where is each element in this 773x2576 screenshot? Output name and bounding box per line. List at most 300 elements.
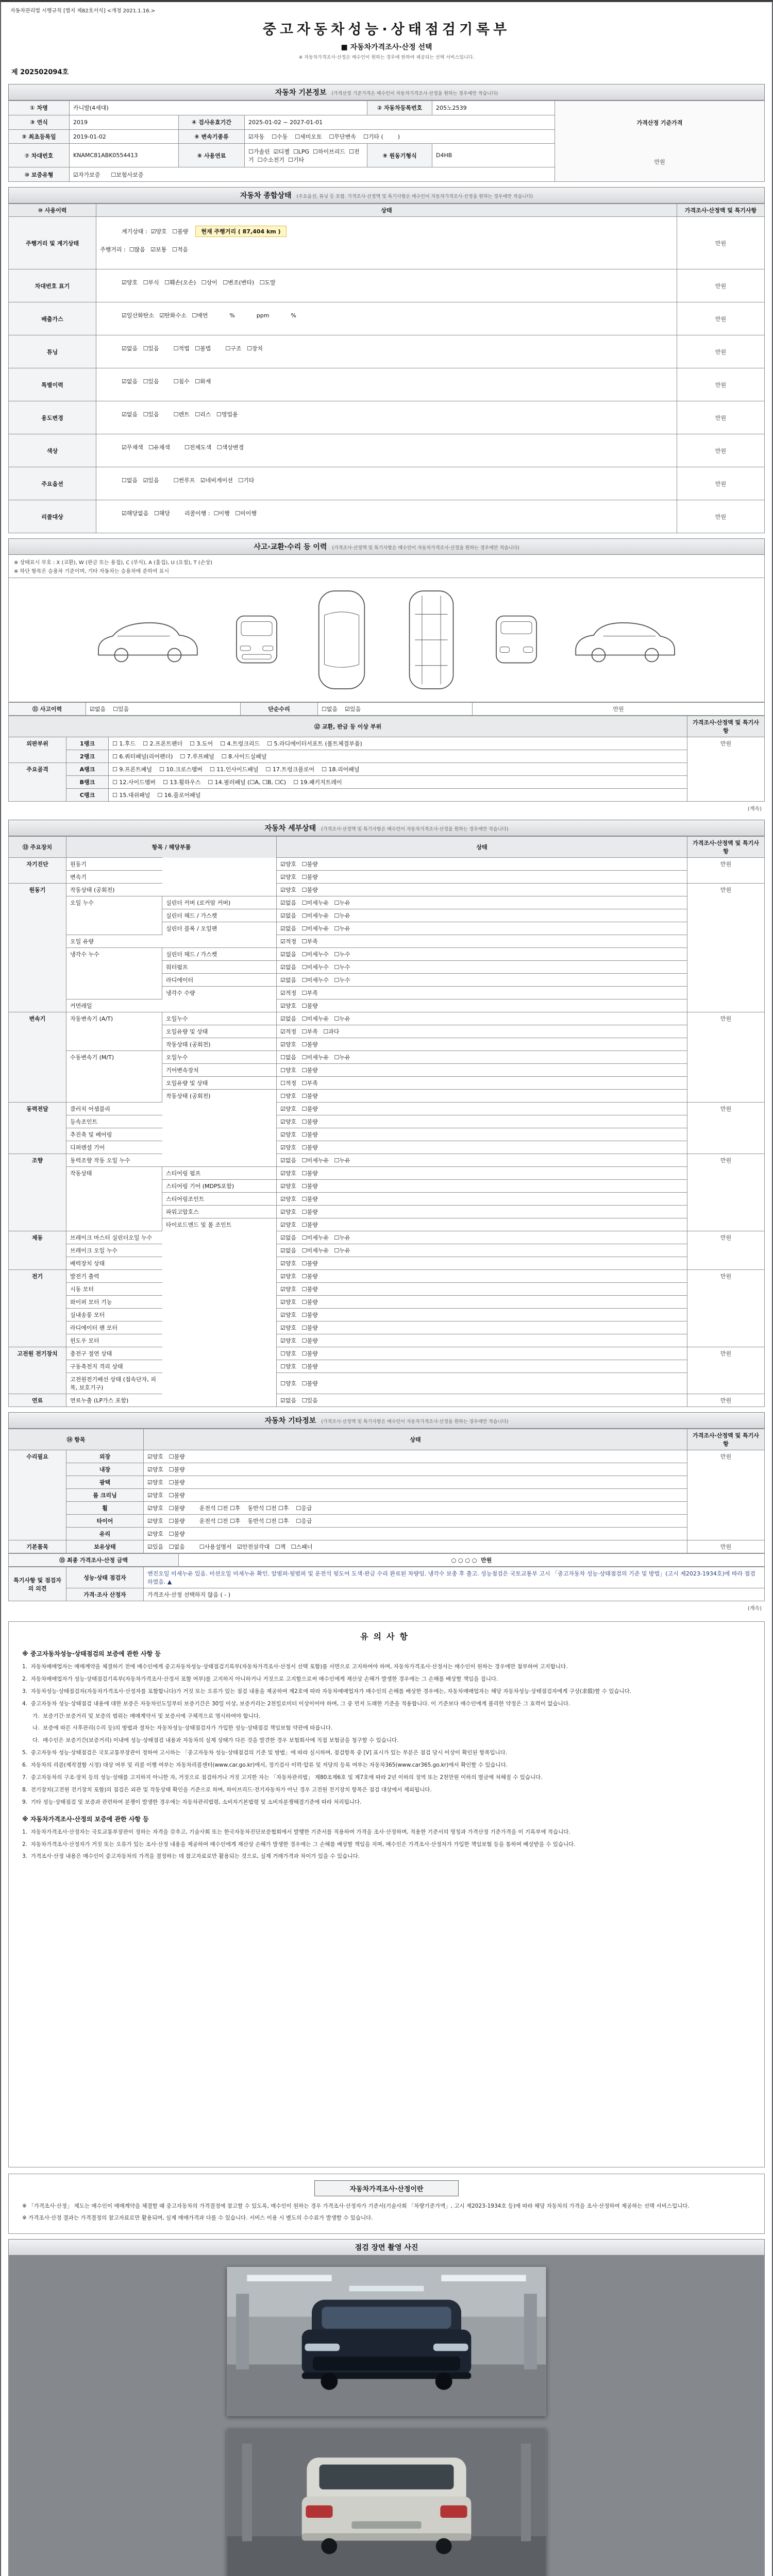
detail-row [9,1025,765,1038]
inspector-opinion-table [8,1567,765,1601]
item-label: 구동축전지 격리 상태 [66,1360,162,1373]
status-checkboxes: ☑없음 ☐있음 [277,1394,687,1407]
price-cell: 만원 [687,1540,765,1553]
notice-item: 3. 가격조사·산정 내용은 매수인이 중고자동차의 가격을 결정하는 데 참고자료로만 활용되는 것으로, 실제 거래가격과 차이가 있을 수 있습니다. [22,1853,360,1860]
device-group-label [9,1321,66,1334]
detail-row [9,1064,765,1077]
item-label [66,1193,162,1206]
price-cell [687,1515,765,1528]
price-cell: 만원 [687,1103,765,1115]
item-label [66,1077,162,1090]
final-price-label: ⑮ 최종 가격조사·산정 금액 [9,1554,179,1567]
notice-items [22,1662,751,1807]
status-checkboxes: ☑해당없음 ☐해당 리콜이행 : ☐이행 ☐미이행 [121,510,257,517]
price-cell [687,1206,765,1218]
value-cell: 2025-01-02 ~ 2027-01-01 [245,115,555,129]
price-cell: 만원 [687,1394,765,1407]
status-checkboxes: ☑양호 ☐불량 [277,999,687,1012]
subitem-label: 오일유량 및 상태 [162,1077,277,1090]
rank-item-checkboxes: ☐ 9.프론트패널 ☐ 10.크로스멤버 ☐ 11.인사이드패널 ☐ 17.트렁크플로어 ☐ 18.리어패널 [109,763,687,776]
base-price-value: 만원 [654,159,665,165]
overall-row [9,302,765,335]
status-checkboxes: ☐적정 ☐부족 [277,1077,687,1090]
device-group-label: 원동기 [9,884,66,896]
price-cell: 만원 [677,302,765,335]
base-price-cell [555,101,765,182]
detail-row [9,1373,765,1394]
section-note: (가격조사·산정액 및 특기사항은 매수인이 자동차가격조사·산정을 원하는 경우에만 적습니다) [321,827,509,832]
price-cell: 만원 [687,1270,765,1283]
detail-row [9,922,765,935]
price-cell: 만원 [677,368,765,401]
device-group-label [9,1064,66,1077]
status-checkboxes: ☑양호 ☐불량 [277,871,687,884]
price-cell [687,1218,765,1231]
pricing-explainer-paragraph: ※ 「가격조사·산정」 제도는 매수인이 매매계약을 체결할 때 중고자동차의 가격결정에 참고할 수 있도록, 매수인이 원하는 경우 가격조사·산정자가 기준서(기술사회 「차량기준가액」, 고시 제2023-1934호 등)에 따라 해당 자동차의 가격을 조사·산정하여 제공하는 선택 서비스입니다. [22,2203,690,2209]
page-title: 중고자동차성능·상태점검기록부 [262,22,511,38]
column-header: 가격조사·산정액 및 특기사항 [687,837,765,858]
device-group-label: 전기 [9,1270,66,1283]
column-header: 가격조사·산정액 및 특기사항 [687,716,765,737]
status-checkboxes: ☑양호 ☐불량 [277,1115,687,1128]
section-note: (주요옵션, 튜닝 등 포함. 가격조사·산정액 및 특기사항은 매수인이 자동차가격조사·산정을 원하는 경우에만 적습니다) [296,194,533,199]
status-checkboxes: ☑양호 ☐불량 운전석 ☐전 ☐후 동반석 ☐전 ☐후 ☐응급 [144,1502,687,1515]
subitem-label: 스티어링조인트 [162,1193,277,1206]
price-cell: 만원 [677,434,765,467]
device-group-label [9,1077,66,1090]
status-checkboxes: ☑양호 ☐불량 [277,1334,687,1347]
car-top-diagram [311,586,372,693]
status-checkboxes: ☑있음 ☐없음 ☐사용설명서 ☑안전삼각대 ☐잭 ☐스패너 [144,1540,687,1553]
column-header: 가격조사·산정액 및 특기사항 [677,204,765,217]
item-label [66,909,162,922]
rank-row [9,789,765,802]
price-cell [687,1476,765,1489]
detail-row [9,1103,765,1115]
notice-block [22,1649,751,1807]
subitem-label: 타이로드엔드 및 볼 조인트 [162,1218,277,1231]
price-cell [687,1244,765,1257]
price-cell [687,1489,765,1502]
car-frame-diagram [401,586,462,693]
status-checkboxes: ☑양호 ☐불량 [277,1193,687,1206]
price-cell [687,1180,765,1193]
car-front-diagram [231,609,282,671]
rank-group-label: 외판부위 [9,737,66,750]
price-cell [687,922,765,935]
price-cell: 만원 [687,737,765,750]
section-overall-header [8,187,765,204]
status-cell [96,269,677,302]
device-group-label [9,1218,66,1231]
status-checkboxes: ☑양호 ☐불량 [277,1283,687,1296]
value-cell: 205노2539 [432,101,555,115]
inspection-photo-front [227,2267,546,2416]
device-group-label [9,987,66,999]
value-cell: 2019 [70,115,179,129]
device-group-label [9,871,66,884]
overall-row [9,217,765,269]
status-checkboxes: ☑양호 ☐부식 ☐훼손(오손) ☐상이 ☐변조(변타) ☐도말 [121,279,276,286]
item-label: 브레이크 오일 누수 [66,1244,162,1257]
status-checkboxes: ☐양호 ☐불량 [277,1360,687,1373]
misc-row [9,1502,765,1515]
value-cell: D4HB [432,144,555,167]
price-cell [687,935,765,948]
price-cell: 만원 [687,858,765,871]
column-header: 상태 [144,1429,687,1450]
price-cell [687,750,765,763]
notice-body [22,1649,751,1861]
rank-label: 1랭크 [66,737,109,750]
device-group-label [9,1360,66,1373]
detail-row [9,961,765,974]
section-misc-header [8,1412,765,1429]
item-label: 연료누출 (LP가스 포함) [66,1394,162,1407]
section-detail-header [8,820,765,836]
label-cell: ① 차명 [9,101,70,115]
label-cell: ⑤ 최초등록일 [9,129,70,144]
fuel-checkboxes: ☐가솔린 ☑디젤 ☐LPG ☐하이브리드 ☐전기 ☐수소전기 ☐기타 [245,144,367,167]
price-cell [687,1064,765,1077]
base-price-label: 가격산정 기준가격 [636,120,683,126]
rank-label: B랭크 [66,776,109,789]
overall-row [9,434,765,467]
subitem-label: 실린더 커버 (로커암 커버) [162,896,277,909]
status-checkboxes: ☑양호 ☐불량 [277,1103,687,1115]
item-label: 동력조향 작동 오일 누수 [66,1154,162,1167]
price-cell [687,1463,765,1476]
price-cell [687,1051,765,1064]
misc-item-label: 휠 [66,1502,144,1515]
misc-row [9,1450,765,1463]
basic-info-table [8,100,765,182]
misc-row [9,1476,765,1489]
inspector-opinion-text: 엔진오일 미세누유 있음. 미션오일 미세누유 확인. 앞범퍼·뒷범퍼 및 운전석 뒷도어 도색·판금 수리 완료된 차량임. 냉각수 보충 후 출고. 성능점검은 국토교통부 고시 「중고자동차 성능·상태점검의 기준 및 방법」(고시 제2023-1934호)에 따라 점검하였음. ▲ [144,1567,765,1588]
detail-row [9,948,765,961]
price-cell [687,974,765,987]
subitem-label [162,1334,277,1347]
section-note: (가격산정 기준가격은 매수인이 자동차가격조사·산정을 원하는 경우에만 적습니다) [331,91,498,96]
item-label [66,1218,162,1231]
item-label: 배력장치 상태 [66,1257,162,1270]
rank-label: C랭크 [66,789,109,802]
status-checkboxes: ☑양호 ☐불량 [277,1038,687,1051]
notice-item: 7. 중고자동차의 구조·장치 등의 성능·상태를 고지하지 아니한 자, 거짓으로 점검하거나 거짓 고지한 자는 「자동차관리법」 제80조제6호 및 제7호에 따라 2년 이하의 징역 또는 2천만원 이하의 벌금에 처해질 수 있습니다. [22,1774,543,1781]
subitem-label: 스티어링 펌프 [162,1167,277,1180]
pricing-explainer-paragraph: ※ 가격조사·산정 결과는 가격결정의 참고자료로만 활용되며, 실제 매매가격과 다를 수 있습니다. 서비스 이용 시 별도의 수수료가 발생할 수 있습니다. [22,2214,373,2221]
price-cell: 만원 [677,269,765,302]
item-label [66,1090,162,1103]
status-checkboxes: ☑적정 ☐부족 [277,935,687,948]
item-label: 와이퍼 모터 기능 [66,1296,162,1309]
subitem-label: 라디에이터 [162,974,277,987]
use-history-label: 주요옵션 [9,467,96,500]
use-history-label: 배출가스 [9,302,96,335]
status-checkboxes: ☑양호 ☐불량 [144,1463,687,1476]
device-group-label [9,1373,66,1394]
section-note: (가격조사·산정액 및 특기사항은 매수인이 자동차가격조사·산정을 원하는 경우에만 적습니다) [332,546,519,551]
price-cell [687,909,765,922]
status-checkboxes: ☑양호 ☐불량 운전석 ☐전 ☐후 동반석 ☐전 ☐후 ☐응급 [144,1515,687,1528]
price-cell [687,987,765,999]
detail-row [9,1206,765,1218]
status-checkboxes: ☑양호 ☐불량 [277,1321,687,1334]
price-cell [687,1309,765,1321]
status-cell [96,335,677,368]
subitem-label [162,1154,277,1167]
item-label [66,1180,162,1193]
notice-item: 2. 자동차매매업자가 성능·상태점검기록부(자동차가격조사·산정서 포함 여부)를 고지하지 아니하거나 거짓으로 고지함으로써 매수인에게 재산상 손해가 발생한 경우에는 그 손해를 배상할 책임을 집니다. [22,1675,498,1682]
detail-row [9,1180,765,1193]
warranty-checkboxes: ☑자가보증 ☐보험사보증 [70,167,555,182]
price-cell [687,1283,765,1296]
label-cell: ③ 연식 [9,115,70,129]
misc-group-label: 기본품목 [9,1540,66,1553]
item-label: 자동변속기 (A/T) [66,1012,162,1025]
price-cell: 만원 [677,217,765,269]
subitem-label [162,1373,277,1394]
simple-repair-checkboxes: ☐없음 ☑있음 [318,703,473,716]
rank-item-checkboxes: ☐ 1.후드 ☐ 2.프론트펜더 ☐ 3.도어 ☐ 4.트렁크리드 ☐ 5.라디에이터서포트 (볼트체결부품) [109,737,687,750]
pricing-explainer-section [8,2174,765,2234]
notice-section [8,1621,765,2167]
device-group-label [9,922,66,935]
simple-repair-label: 단순수리 [241,703,318,716]
device-group-label [9,974,66,987]
subitem-label [162,1394,277,1407]
status-checkboxes: ☑없음 ☐있음 ☐적법 ☐불법 ☐구조 ☐장치 [121,345,263,352]
subitem-label [162,1115,277,1128]
status-checkboxes: ☑양호 ☐불량 [277,1296,687,1309]
notice-item: 9. 기타 성능·상태점검 및 보증과 관련하여 분쟁이 발생한 경우에는 자동차관리법령, 소비자기본법령 및 소비자분쟁해결기준에 따라 처리됩니다. [22,1799,362,1805]
device-group-label [9,1283,66,1296]
status-checkboxes: ☑없음 ☐미세누유 ☐누유 [277,1244,687,1257]
status-checkboxes: ☑없음 ☐있음 ☐침수 ☐화재 [121,378,211,385]
section-note: (가격조사·산정액 및 특기사항은 매수인이 자동차가격조사·산정을 원하는 경우에만 적습니다) [321,1419,509,1425]
price-cell [687,763,765,776]
detail-row [9,858,765,871]
detail-row [9,999,765,1012]
subitem-label [162,1231,277,1244]
item-label [66,987,162,999]
overall-row [9,401,765,434]
misc-item-label: 보유상태 [66,1540,144,1553]
item-label: 라디에이터 팬 모터 [66,1321,162,1334]
form-sheet [8,2,765,2576]
notice-block [22,1815,751,1862]
subitem-label [162,1296,277,1309]
detail-row [9,974,765,987]
status-checkboxes: ☑없음 ☐미세누유 ☐누유 [277,1012,687,1025]
device-group-label: 조향 [9,1154,66,1167]
misc-group-label [9,1502,66,1515]
subitem-label: 오일누수 [162,1012,277,1025]
rank-row [9,776,765,789]
price-cell [687,1038,765,1051]
device-group-label [9,961,66,974]
price-cell [687,776,765,789]
column-header: ⑭ 항목 [9,1429,144,1450]
final-price-value: ○ ○ ○ ○ 만원 [179,1554,765,1567]
notice-block-heading: ※ 자동차가격조사·산정의 보증에 관한 사항 등 [22,1815,149,1823]
rank-row [9,750,765,763]
device-group-label [9,1115,66,1128]
subitem-label [162,871,277,884]
continue-marker: (계속) [747,1606,762,1612]
misc-item-label: 광택 [66,1476,144,1489]
status-checkboxes: ☑양호 ☐불량 [277,1167,687,1180]
detail-row [9,1394,765,1407]
table-row [9,1567,765,1588]
status-checkboxes: ☑없음 ☐있음 ☐렌트 ☐리스 ☐영업용 [121,411,238,418]
price-cell [687,999,765,1012]
price-cell [687,1141,765,1154]
detail-row [9,1154,765,1167]
misc-group-label: 수리필요 [9,1450,66,1463]
accident-history-table [8,702,765,716]
opinion-section-label: 특기사항 및 점검자의 의견 [9,1567,66,1601]
status-cell [96,434,677,467]
rank-row [9,737,765,750]
item-label: 커먼레일 [66,999,162,1012]
notice-item: 5. 중고자동차 성능·상태점검은 국토교통부장관이 정하여 고시하는 「중고자동차 성능·상태점검의 기준 및 방법」에 따라 실시하며, 점검항목 중 [V] 표시가 있는 부분은 점검 당시 이상이 확인된 항목입니다. [22,1750,508,1756]
detail-row [9,1309,765,1321]
section-accident-header [8,538,765,555]
document-number: 제 202502094호 [11,69,69,76]
price-cell [687,1077,765,1090]
status-checkboxes: ☑양호 ☐불량 [277,1257,687,1270]
price-cell [687,1167,765,1180]
item-label: 냉각수 누수 [66,948,162,961]
device-group-label: 연료 [9,1394,66,1407]
price-cell [687,1115,765,1128]
appraiser-opinion-text: 가격조사·산정 선택하지 않음 ( - ) [144,1588,765,1601]
status-checkboxes: ☑양호 ☐불량 [277,1309,687,1321]
table-row [9,1588,765,1601]
label-cell: ⑩ 보증유형 [9,167,70,182]
detail-row [9,1077,765,1090]
subitem-label [162,1321,277,1334]
status-checkboxes: ☑양호 ☐불량 [277,884,687,896]
detail-row [9,1283,765,1296]
exchange-section-label: ⑫ 교환, 판금 등 이상 부위 [9,716,687,737]
final-price-table [8,1553,765,1567]
device-group-label [9,1244,66,1257]
table-header-row [9,716,765,737]
subitem-label [162,935,277,948]
status-checkboxes: ☑양호 ☐불량 [277,1141,687,1154]
detail-row [9,884,765,896]
status-checkboxes: ☑일산화탄소 ☑탄화수소 ☐매연 % ppm % [121,312,296,319]
table-header-row [9,837,765,858]
price-cell [687,1090,765,1103]
car-rear-diagram [491,609,542,671]
subitem-label: 파워고압호스 [162,1206,277,1218]
status-cell [96,500,677,533]
price-cell [687,1296,765,1309]
subitem-label: 실린더 블록 / 오일팬 [162,922,277,935]
detail-row [9,1244,765,1257]
accident-history-label: ⑪ 사고이력 [9,703,86,716]
detail-row [9,1193,765,1206]
use-history-label: 특별이력 [9,368,96,401]
item-label: 시동 모터 [66,1283,162,1296]
status-checkboxes: ☐없음 ☑있음 ☐썬루프 ☑네비게이션 ☐기타 [121,477,255,484]
section-title: 점검 장면 촬영 사진 [355,2243,418,2252]
price-cell [687,1502,765,1515]
label-cell: ⑦ 차대번호 [9,144,70,167]
detail-row [9,1218,765,1231]
status-checkboxes: ☐양호 ☐불량 [277,1064,687,1077]
rank-label: A랭크 [66,763,109,776]
misc-item-label: 유리 [66,1528,144,1540]
price-cell: 만원 [677,467,765,500]
column-header: 상태 [277,837,687,858]
detail-row [9,1360,765,1373]
device-group-label [9,1167,66,1180]
price-cell [687,948,765,961]
status-checkboxes: ☑양호 ☐불량 [144,1489,687,1502]
price-cell: 만원 [687,1231,765,1244]
item-label [66,974,162,987]
price-cell [687,1360,765,1373]
item-label [66,922,162,935]
device-group-label: 변속기 [9,1012,66,1025]
status-checkboxes: ☑없음 ☐미세누유 ☐누유 [277,1154,687,1167]
car-side-right-diagram [571,609,680,670]
notice-item: 다. 매수인은 보증기간(보증거리) 이내에 성능·상태점검 내용과 자동차의 실제 상태가 다른 것을 발견한 경우 보험회사에 직접 보험금을 청구할 수 있습니다. [22,1737,399,1744]
notice-item: 가. 보증기간·보증거리 및 보증의 범위는 매매계약서 및 보증서에 구체적으로 명시하여야 합니다. [22,1713,261,1719]
detail-row [9,1257,765,1270]
subitem-label [162,1283,277,1296]
status-checkboxes: ☑양호 ☐불량 [277,1206,687,1218]
status-checkboxes: ☑양호 ☐불량 [144,1476,687,1489]
device-group-label [9,1180,66,1193]
detail-row [9,1347,765,1360]
item-label [66,1206,162,1218]
appraiser-role-label: 가격·조사 산정자 [66,1588,144,1601]
diagram-legend [8,555,765,578]
detail-row [9,871,765,884]
device-group-label: 동력전달 [9,1103,66,1115]
item-label: 변속기 [66,871,162,884]
misc-item-label: 룸 크리닝 [66,1489,144,1502]
use-history-label: 용도변경 [9,401,96,434]
device-group-label: 제동 [9,1231,66,1244]
status-checkboxes: ☑없음 ☐미세누수 ☐누수 [277,974,687,987]
section-basic-info-header [8,84,765,100]
item-label: 충전구 절연 상태 [66,1347,162,1360]
vin-value: KNAMC81ABK0554413 [70,144,179,167]
price-cell [687,1128,765,1141]
label-cell: ⑥ 변속기종류 [179,129,245,144]
status-checkboxes: ☐양호 ☐불량 [277,1090,687,1103]
price-cell [687,1025,765,1038]
misc-group-label [9,1489,66,1502]
device-group-label [9,1206,66,1218]
misc-group-label [9,1528,66,1540]
detail-row [9,896,765,909]
device-group-label [9,1090,66,1103]
inspection-photo-area [8,2256,765,2576]
rank-group-label [9,789,66,802]
status-checkboxes: ☑적정 ☐부족 ☐과다 [277,1025,687,1038]
status-checkboxes: ☑양호 ☐불량 [277,1128,687,1141]
table-row [9,1554,765,1567]
subitem-label [162,1141,277,1154]
price-cell: 만원 [677,401,765,434]
